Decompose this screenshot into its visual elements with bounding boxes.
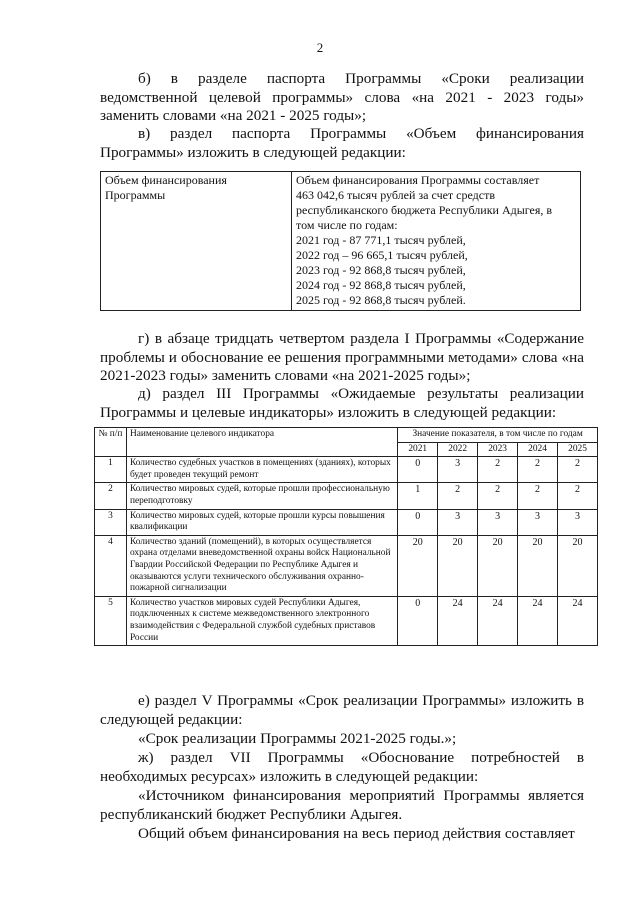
table-row (95, 457, 598, 483)
header-indicator-name: Наименование целевого индикатора (126, 428, 397, 457)
funding-line: республиканского бюджета Республики Адыгея, в (296, 203, 553, 217)
row-number: 3 (95, 509, 127, 535)
row-value: 0 (398, 596, 438, 645)
funding-details (292, 172, 581, 311)
row-value: 20 (558, 535, 598, 596)
funding-line: 2024 год - 92 868,8 тысяч рублей, (296, 278, 466, 292)
row-value: 24 (478, 596, 518, 645)
row-value: 0 (398, 509, 438, 535)
header-number: № п/п (95, 428, 127, 457)
row-value: 2 (478, 483, 518, 509)
row-value: 2 (478, 457, 518, 483)
row-value: 20 (478, 535, 518, 596)
table-row (95, 483, 598, 509)
funding-line: 463 042,6 тысяч рублей за счет средств (296, 188, 496, 202)
header-year: 2022 (438, 442, 478, 457)
row-value: 2 (558, 457, 598, 483)
row-name: Количество судебных участков в помещениях (зданиях), которых будет проведен текущий ремонт (126, 457, 397, 483)
row-value: 3 (558, 509, 598, 535)
row-value: 20 (518, 535, 558, 596)
funding-line: Объем финансирования Программы составляет (296, 173, 540, 187)
funding-line: 2021 год - 87 771,1 тысяч рублей, (296, 233, 466, 247)
row-value: 2 (438, 483, 478, 509)
header-year: 2024 (518, 442, 558, 457)
row-name: Количество зданий (помещений), в которых осуществляется охрана отделами вневедомственной охраны войск Национальной Гвардии Российской Федерации по Республике Адыгея и оказываются услуги технического обслуживания охранно-пожарной сигнализации (126, 535, 397, 596)
row-value: 2 (518, 457, 558, 483)
paragraph-v: в) раздел паспорта Программы «Объем финансирования Программы» изложить в следующей редакции: (100, 125, 584, 161)
paragraph-zh: ж) раздел VII Программы «Обоснование потребностей в необходимых ресурсах» изложить в следующей редакции: (100, 749, 584, 785)
paragraph-d: д) раздел III Программы «Ожидаемые результаты реализации Программы и целевые индикаторы» изложить в следующей редакции: (100, 385, 584, 421)
row-name: Количество мировых судей, которые прошли курсы повышения квалификации (126, 509, 397, 535)
table-header-row (95, 428, 598, 443)
page-number: 2 (316, 40, 324, 55)
table-row (95, 596, 598, 645)
funding-table (100, 171, 581, 311)
row-number: 5 (95, 596, 127, 645)
paragraph-zh-quote: «Источником финансирования мероприятий Программы является республиканский бюджет Республики Адыгея. (100, 787, 584, 823)
paragraph-b: б) в разделе паспорта Программы «Сроки реализации ведомственной целевой программы» слова «на 2021 - 2023 годы» заменить словами «на 2021 - 2025 годы»; (100, 70, 584, 124)
funding-line: 2022 год – 96 665,1 тысяч рублей, (296, 248, 468, 262)
row-value: 2 (558, 483, 598, 509)
paragraph-e-quote: «Срок реализации Программы 2021-2025 годы.»; (138, 730, 457, 747)
indicator-table (94, 427, 598, 646)
row-value: 3 (438, 457, 478, 483)
funding-line: 2025 год - 92 868,8 тысяч рублей. (296, 293, 466, 307)
paragraph-e: е) раздел V Программы «Срок реализации Программы» изложить в следующей редакции: (100, 692, 584, 728)
row-number: 2 (95, 483, 127, 509)
funding-line: том числе по годам: (296, 218, 398, 232)
row-value: 1 (398, 483, 438, 509)
row-value: 20 (438, 535, 478, 596)
paragraph-last: Общий объем финансирования на весь период действия составляет (138, 825, 575, 842)
row-value: 20 (398, 535, 438, 596)
funding-line: 2023 год - 92 868,8 тысяч рублей, (296, 263, 466, 277)
row-value: 3 (438, 509, 478, 535)
table-row (95, 509, 598, 535)
header-year: 2021 (398, 442, 438, 457)
header-values: Значение показателя, в том числе по годам (398, 428, 598, 443)
row-name: Количество участков мировых судей Республики Адыгея, подключенных к системе межведомственного электронного взаимодействия с Федеральной службой судебных приставов России (126, 596, 397, 645)
row-value: 3 (518, 509, 558, 535)
row-number: 1 (95, 457, 127, 483)
row-value: 0 (398, 457, 438, 483)
row-value: 3 (478, 509, 518, 535)
paragraph-g: г) в абзаце тридцать четвертом раздела I Программы «Содержание проблемы и обоснование ее решения программными методами» слова «на 2021-2023 годы» заменить словами «на 2021-2025 годы»; (100, 330, 584, 384)
row-value: 2 (518, 483, 558, 509)
row-value: 24 (518, 596, 558, 645)
header-year: 2023 (478, 442, 518, 457)
funding-label: Объем финансирования Программы (101, 172, 292, 311)
row-value: 24 (558, 596, 598, 645)
row-value: 24 (438, 596, 478, 645)
row-number: 4 (95, 535, 127, 596)
header-year: 2025 (558, 442, 598, 457)
row-name: Количество мировых судей, которые прошли профессиональную переподготовку (126, 483, 397, 509)
table-row (95, 535, 598, 596)
